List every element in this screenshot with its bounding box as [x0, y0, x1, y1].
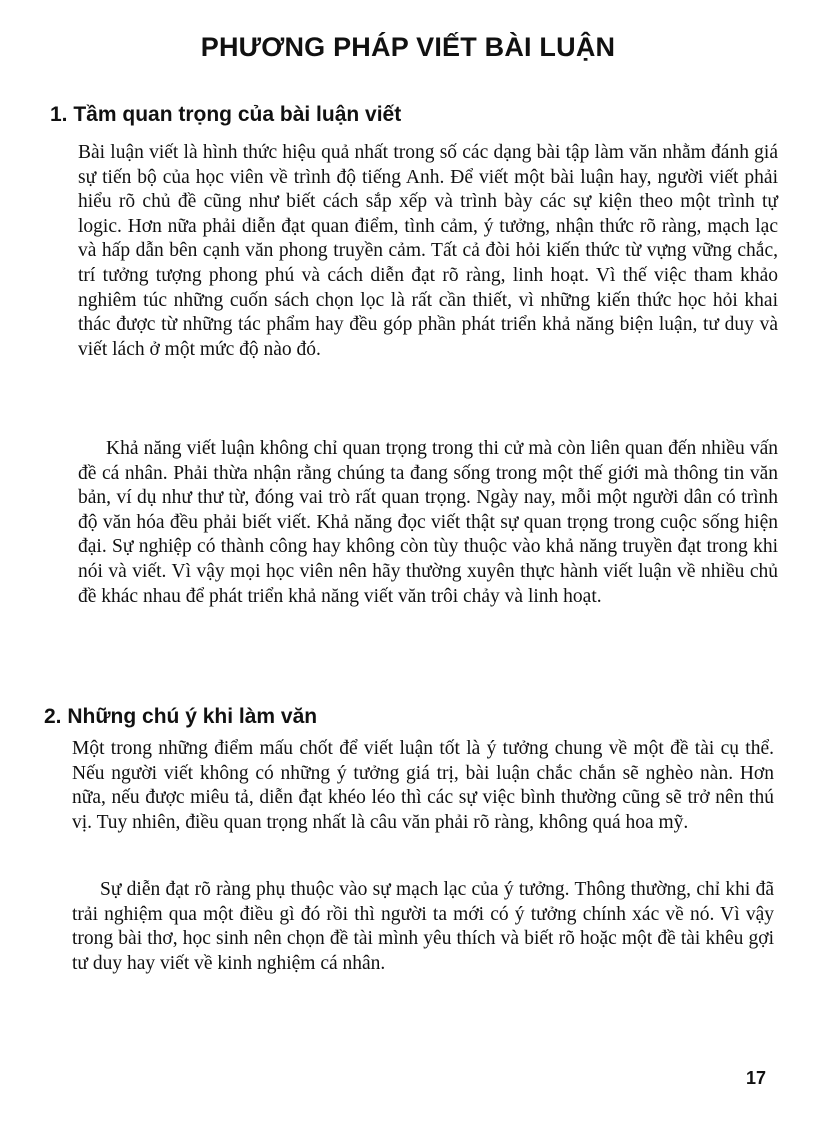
- section-heading-importance: 1. Tầm quan trọng của bài luận viết: [50, 103, 402, 126]
- section-heading-notes: 2. Những chú ý khi làm văn: [44, 705, 318, 728]
- paragraph-importance-2: Khả năng viết luận không chỉ quan trọng trong thi cử mà còn liên quan đến nhiều vấn đề cá nhân. Phải thừa nhận rằng chúng ta đang sống trong một thế giới mà thông tin văn bản, ví dụ như thư từ, đóng vai trò rất quan trọng. Ngày nay, mỗi một người dân có trình độ văn hóa đều phải biết viết. Khả năng đọc viết thật sự quan trọng trong cuộc sống hiện đại. Sự nghiệp có thành công hay không còn tùy thuộc vào khả năng truyền đạt trong khi nói và viết. Vì vậy mọi học viên nên hãy thường xuyên thực hành viết luận về nhiều chủ đề khác nhau để phát triển khả năng viết văn trôi chảy và linh hoạt.: [78, 438, 778, 607]
- page-number: 17: [746, 1068, 767, 1088]
- page-title: PHƯƠNG PHÁP VIẾT BÀI LUẬN: [200, 32, 616, 62]
- paragraph-notes-2: Sự diễn đạt rõ ràng phụ thuộc vào sự mạch lạc của ý tưởng. Thông thường, chỉ khi đã trải nghiệm qua một điều gì đó rồi thì người ta mới có ý tưởng chính xác về nó. Vì vậy trong bài thơ, học sinh nên chọn đề tài mình yêu thích và biết rõ hoặc một đề tài khêu gợi tư duy hay viết về kinh nghiệm cá nhân.: [72, 879, 774, 974]
- paragraph-importance-1: Bài luận viết là hình thức hiệu quả nhất trong số các dạng bài tập làm văn nhằm đánh giá sự tiến bộ của học viên về trình độ tiếng Anh. Để viết một bài luận hay, người viết phải hiểu rõ chủ đề cũng như biết cách sắp xếp và trình bày các sự kiện theo một trình tự logic. Hơn nữa phải diễn đạt quan điểm, tình cảm, ý tưởng, nhận thức rõ ràng, mạch lạc và hấp dẫn bên cạnh văn phong truyền cảm. Tất cả đòi hỏi kiến thức từ vựng vững chắc, trí tưởng tượng phong phú và cách diễn đạt rõ ràng, linh hoạt. Vì thế việc tham khảo nghiêm túc những cuốn sách chọn lọc là rất cần thiết, vì những kiến thức học hỏi khai thác được từ những tác phẩm hay đều góp phần phát triển khả năng biện luận, tư duy và viết lách ở một mức độ nào đó.: [78, 142, 778, 360]
- paragraph-notes-1: Một trong những điểm mấu chốt để viết luận tốt là ý tưởng chung về một đề tài cụ thể. Nếu người viết không có những ý tưởng giá trị, bài luận chắc chắn sẽ nghèo nàn. Hơn nữa, nếu được miêu tả, diễn đạt khéo léo thì các sự việc bình thường cũng sẽ trở nên thú vị. Tuy nhiên, điều quan trọng nhất là câu văn phải rõ ràng, không quá hoa mỹ.: [72, 738, 774, 833]
